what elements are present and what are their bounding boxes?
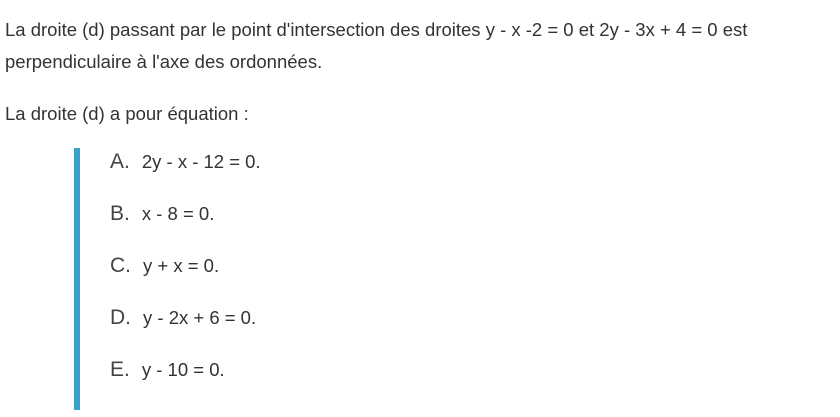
option-letter: D. — [110, 306, 131, 329]
option-text: 2y - x - 12 = 0. — [141, 151, 261, 172]
option-letter: B. — [110, 202, 130, 225]
question-statement: La droite (d) passant par le point d'intersection des droites y - x -2 = 0 et 2y - 3x + 4 = 0 est perpendiculaire à l'axe des ordonnées. — [5, 19, 748, 72]
option-b[interactable] — [110, 202, 214, 236]
option-a[interactable] — [110, 150, 261, 184]
question-prompt: La droite (d) a pour équation : — [5, 103, 249, 124]
option-text: y + x = 0. — [143, 255, 220, 276]
option-letter: C. — [110, 254, 131, 277]
answer-options — [74, 148, 574, 410]
option-c[interactable] — [110, 254, 219, 288]
option-letter: A. — [110, 150, 130, 173]
option-text: y - 10 = 0. — [141, 359, 225, 380]
option-d[interactable] — [110, 306, 256, 340]
option-letter: E. — [110, 358, 130, 381]
option-text: y - 2x + 6 = 0. — [143, 307, 257, 328]
option-e[interactable] — [110, 358, 225, 392]
option-text: x - 8 = 0. — [141, 203, 215, 224]
